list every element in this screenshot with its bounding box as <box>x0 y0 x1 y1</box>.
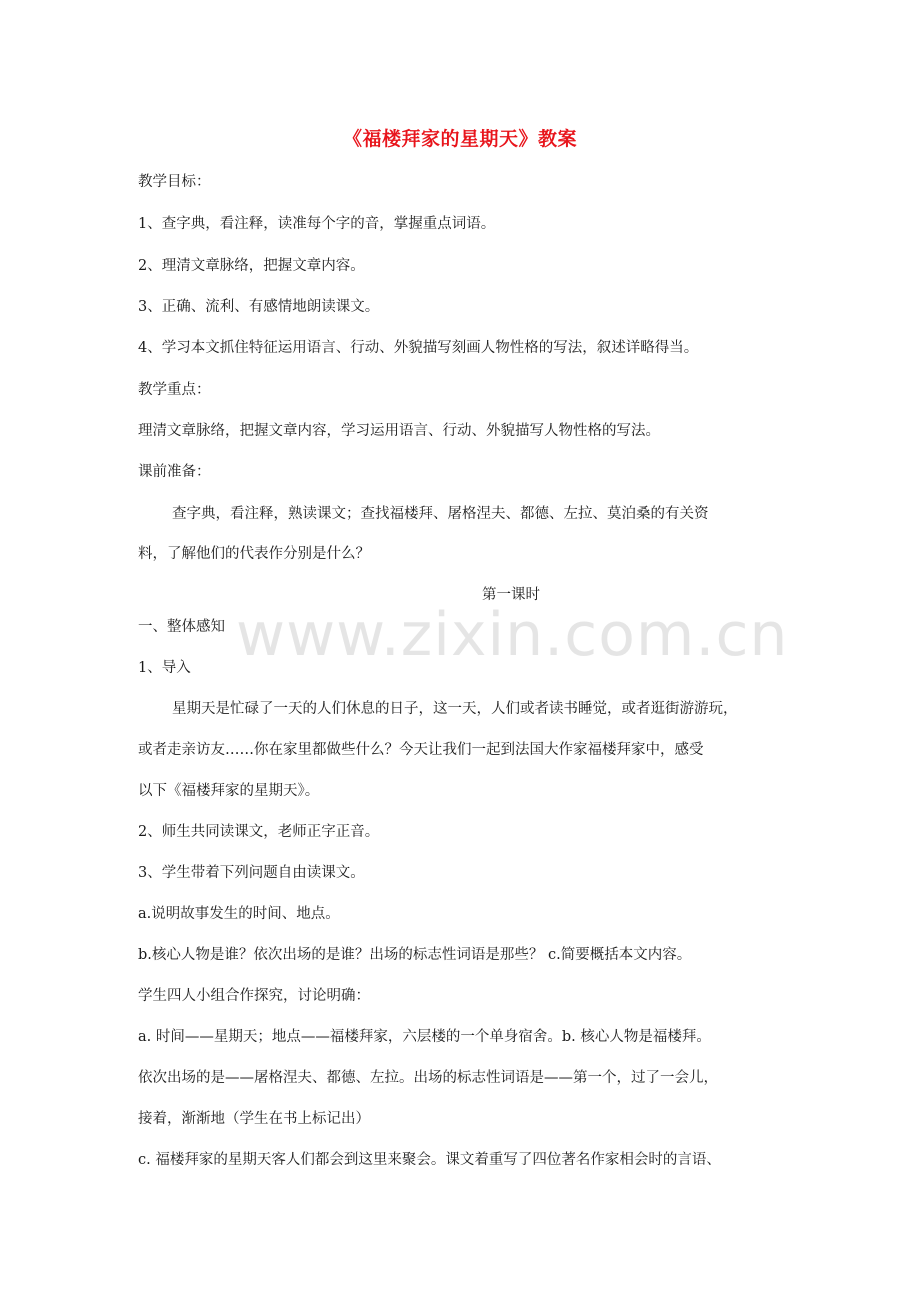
answer-c: c. 福楼拜家的星期天客人们都会到这里来聚会。课文着重写了四位著名作家相会时的言语、 <box>138 1152 721 1168</box>
objective-3: 3、正确、流利、有感情地朗读课文。 <box>138 299 380 315</box>
section-heading-objectives: 教学目标： <box>138 174 211 190</box>
group-discussion: 学生四人小组合作探究，讨论明确： <box>138 988 370 1004</box>
watermark: www.zixin.com.cn <box>236 600 789 670</box>
step-2: 2、师生共同读课文，老师正字正音。 <box>138 824 380 840</box>
step-1-intro: 1、导入 <box>138 660 191 676</box>
answer-continued-2: 接着，渐渐地（学生在书上标记出） <box>138 1111 370 1127</box>
preparation-text-1: 查字典，看注释，熟读课文；查找福楼拜、屠格涅夫、都德、左拉、莫泊桑的有关资 <box>172 506 709 522</box>
answer-continued-1: 依次出场的是——屠格涅夫、都德、左拉。出场的标志性词语是——第一个，过了一会儿， <box>138 1070 718 1086</box>
answer-a-b: a. 时间——星期天；地点——福楼拜家，六层楼的一个单身宿舍。b. 核心人物是福楼拜。 <box>138 1029 711 1045</box>
section-heading-preparation: 课前准备： <box>138 464 211 480</box>
intro-paragraph-2: 或者走亲访友……你在家里都做些什么？今天让我们一起到法国大作家福楼拜家中，感受 <box>138 742 704 758</box>
preparation-text-2: 料，了解他们的代表作分别是什么？ <box>138 546 370 562</box>
step-3: 3、学生带着下列问题自由读课文。 <box>138 865 365 881</box>
section-heading-key-points: 教学重点： <box>138 382 211 398</box>
objective-1: 1、查字典，看注释，读准每个字的音，掌握重点词语。 <box>138 216 496 232</box>
intro-paragraph-1: 星期天是忙碌了一天的人们休息的日子，这一天，人们或者读书睡觉，或者逛街游游玩， <box>172 701 738 717</box>
part-heading-overall: 一、整体感知 <box>138 619 225 635</box>
question-b-c: b.核心人物是谁？依次出场的是谁？出场的标志性词语是那些？ c.简要概括本文内容。 <box>138 947 692 963</box>
objective-4: 4、学习本文抓住特征运用语言、行动、外貌描写刻画人物性格的写法，叙述详略得当。 <box>138 340 699 356</box>
objective-2: 2、理清文章脉络，把握文章内容。 <box>138 258 365 274</box>
intro-paragraph-3: 以下《福楼拜家的星期天》。 <box>138 783 320 799</box>
document-title: 《福楼拜家的星期天》教案 <box>342 128 577 150</box>
question-a: a.说明故事发生的时间、地点。 <box>138 906 340 922</box>
key-points-text: 理清文章脉络，把握文章内容，学习运用语言、行动、外貌描写人物性格的写法。 <box>138 423 660 439</box>
lesson-heading: 第一课时 <box>482 587 540 603</box>
